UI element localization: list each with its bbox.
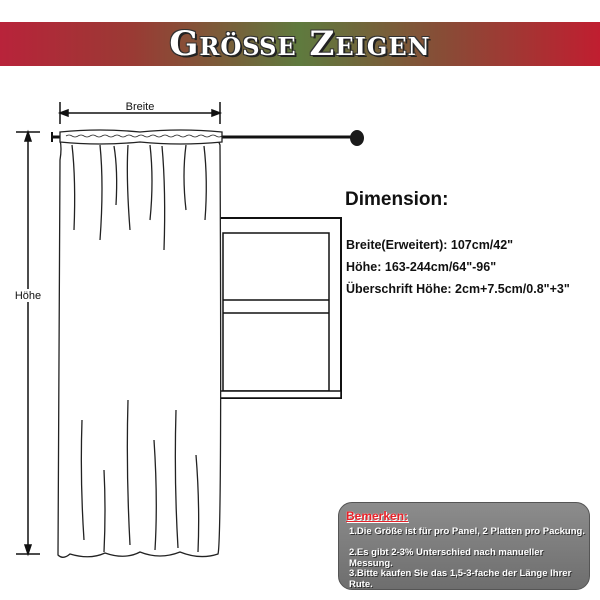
height-label: Höhe — [14, 290, 42, 302]
rod-finial-icon — [350, 130, 364, 146]
notes-panel — [338, 502, 590, 590]
window-illustration — [219, 218, 341, 398]
spec-height: Höhe: 163-244cm/64"-96" — [346, 260, 497, 274]
note-item: 3.Bitte kaufen Sie das 1,5-3-fache der Länge Ihrer Rute. — [349, 568, 572, 590]
height-dimension — [16, 132, 40, 554]
spec-header-height: Überschrift Höhe: 2cm+7.5cm/0.8"+3" — [346, 282, 570, 296]
dimension-title: Dimension: — [345, 189, 449, 210]
banner-title: Größe Zeigen — [169, 24, 431, 64]
note-item: 1.Die Größe ist für pro Panel, 2 Platten pro Packung. — [349, 526, 585, 537]
width-label: Breite — [125, 101, 155, 113]
curtain-panel — [58, 130, 222, 557]
notes-title: Bemerken: — [346, 509, 409, 523]
note-item: 2.Es gibt 2-3% Unterschied nach manueller Messung. — [349, 547, 544, 569]
spec-width: Breite(Erweitert): 107cm/42" — [346, 238, 514, 252]
